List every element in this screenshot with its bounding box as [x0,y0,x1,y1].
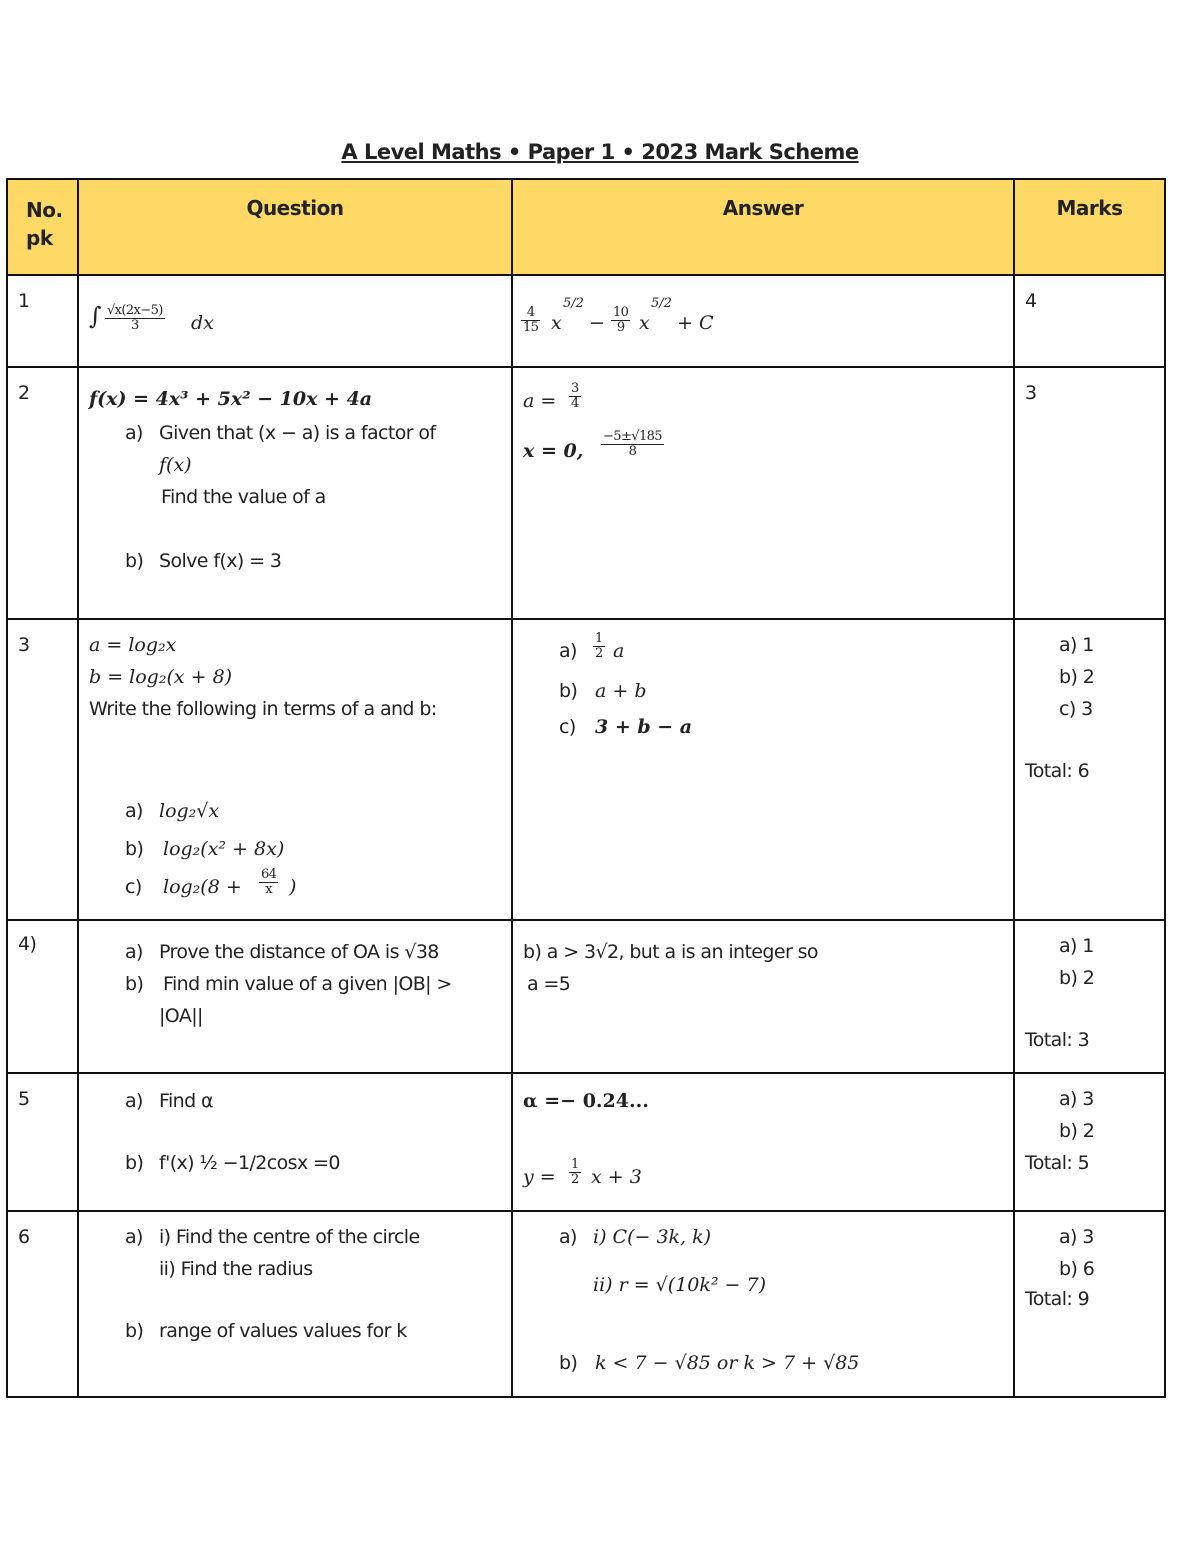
header-no-label-2: pk [26,226,53,250]
row-number: 1 [18,290,30,312]
header-question: Question [78,179,512,275]
answer-expression: 3 + b − a [595,716,693,738]
question-cell [79,1074,511,1208]
row-number: 6 [18,1226,30,1248]
table-row [7,367,1165,619]
table-row [7,275,1165,367]
part-text: Prove the distance of OA is √38 [159,941,439,963]
marks-cell [1015,620,1164,917]
part-label: a) [125,800,143,822]
part-expression: ) [289,876,297,898]
answer-expression: a [613,640,625,662]
part-label: b) [125,550,144,572]
part-label: b) [125,1152,144,1174]
marks-part: a) 3 [1059,1226,1094,1248]
part-label: b) [125,1320,144,1342]
integral-icon: ∫ [89,302,102,330]
answer-exponent-1: 5/2 [563,296,584,311]
part-text: Solve f(x) = 3 [159,550,282,572]
question-cell [79,921,511,1070]
answer-cell [513,921,1013,1070]
part-expression: log₂(8 + [163,876,242,898]
answer-text: a =5 [527,973,571,995]
marks-part: b) 2 [1059,967,1095,989]
marks-total: Total: 5 [1025,1152,1090,1174]
instruction-text: Write the following in terms of a and b: [89,698,437,720]
part-label: c) [559,716,576,738]
marks-part: a) 1 [1059,935,1094,957]
row-number: 3 [18,634,30,656]
answer-expression: α =− 0.24... [523,1090,649,1112]
marks-part: a) 3 [1059,1088,1094,1110]
given-equation: b = log₂(x + 8) [89,666,233,688]
question-cell [79,1212,511,1394]
marks-part: b) 6 [1059,1258,1095,1280]
header-no-label: No. [26,198,63,222]
answer-lhs: a = [523,390,557,412]
function-definition: f(x) = 4x³ + 5x² − 10x + 4a [89,388,373,410]
part-text: Find min value of a given |OB| > [163,973,452,995]
part-expression: log₂(x² + 8x) [163,838,285,860]
part-label: a) [559,1226,577,1248]
part-expression: log₂√x [159,800,220,822]
part-label: a) [125,422,143,444]
marks-part: a) 1 [1059,634,1094,656]
part-label: a) [125,1226,143,1248]
part-text: f'(x) ½ −1/2cosx =0 [159,1152,340,1174]
question-dx: dx [191,312,214,334]
answer-cell [513,1212,1013,1394]
question-cell [79,368,511,616]
marks-part: b) 2 [1059,666,1095,688]
marks-total: Total: 9 [1025,1288,1090,1310]
question-fraction: $\frac{√x(2x-5)}{3}$ [107,303,163,333]
marks-cell [1015,1074,1164,1208]
answer-lhs: x = 0, [523,440,584,462]
marks-total: Total: 6 [1025,760,1090,782]
part-fraction: $\frac{64}{x}$ [261,867,277,897]
marks-part: b) 2 [1059,1120,1095,1142]
answer-cell [513,1074,1013,1208]
part-text: i) Find the centre of the circle [159,1226,420,1248]
part-label: a) [559,640,577,662]
row-number: 2 [18,382,30,404]
answer-expression: x + 3 [591,1166,642,1188]
part-label: b) [559,680,578,702]
question-cell [79,620,511,917]
table-row [7,1211,1165,1397]
part-text: f(x) [159,454,192,476]
marks-value: 4 [1025,290,1037,312]
part-text: range of values values for k [159,1320,407,1342]
answer-fraction: $\frac{1}{2}$ [571,1157,579,1187]
answer-fraction-2: $\frac{10}{9}$ [613,305,629,335]
header-marks: Marks [1014,179,1165,275]
row-number: 5 [18,1088,30,1110]
answer-cell [513,620,1013,917]
table-row [7,920,1165,1073]
answer-lhs: y = [523,1166,556,1188]
answer-fraction: $\frac{3}{4}$ [571,381,579,411]
header-row [7,179,1165,275]
part-label: b) [125,838,144,860]
part-text: ii) Find the radius [159,1258,313,1280]
answer-cell [513,276,1013,364]
part-label: b) [559,1352,578,1374]
header-no [7,179,78,275]
answer-fraction: $\frac{-5\pm√185}{8}$ [603,429,662,459]
question-cell [79,276,511,364]
row-number: 4) [18,933,37,955]
answer-term-2: x [639,312,650,334]
answer-expression: ii) r = √(10k² − 7) [593,1274,767,1296]
answer-fraction: $\frac{1}{2}$ [595,631,603,661]
answer-cell [513,368,1013,616]
answer-expression: k < 7 − √85 or k > 7 + √85 [595,1352,860,1374]
part-text: Find α [159,1090,213,1112]
marks-value: 3 [1025,382,1037,404]
table-row [7,619,1165,920]
answer-exponent-2: 5/2 [651,296,672,311]
minus-sign: − [589,312,605,334]
answer-constant: + C [677,312,714,334]
given-equation: a = log₂x [89,634,177,656]
marks-part: c) 3 [1059,698,1093,720]
part-label: a) [125,941,143,963]
part-label: a) [125,1090,143,1112]
marks-cell [1015,1212,1164,1394]
answer-term-1: x [551,312,562,334]
header-answer: Answer [512,179,1014,275]
page-title: A Level Maths • Paper 1 • 2023 Mark Scheme [341,140,859,164]
answer-expression: i) C(− 3k, k) [593,1226,712,1248]
part-text: Find the value of a [161,486,326,508]
answer-expression: a + b [595,680,647,702]
mark-scheme-table [6,178,1166,1398]
answer-text: b) a > 3√2, but a is an integer so [523,941,818,963]
part-label: c) [125,876,142,898]
part-text: |OA|| [159,1005,203,1027]
answer-fraction-1: $\frac{4}{15}$ [523,305,539,335]
table-row [7,1073,1165,1211]
part-text: Given that (x − a) is a factor of [159,422,436,444]
marks-total: Total: 3 [1025,1029,1090,1051]
part-label: b) [125,973,144,995]
marks-cell [1015,921,1164,1070]
